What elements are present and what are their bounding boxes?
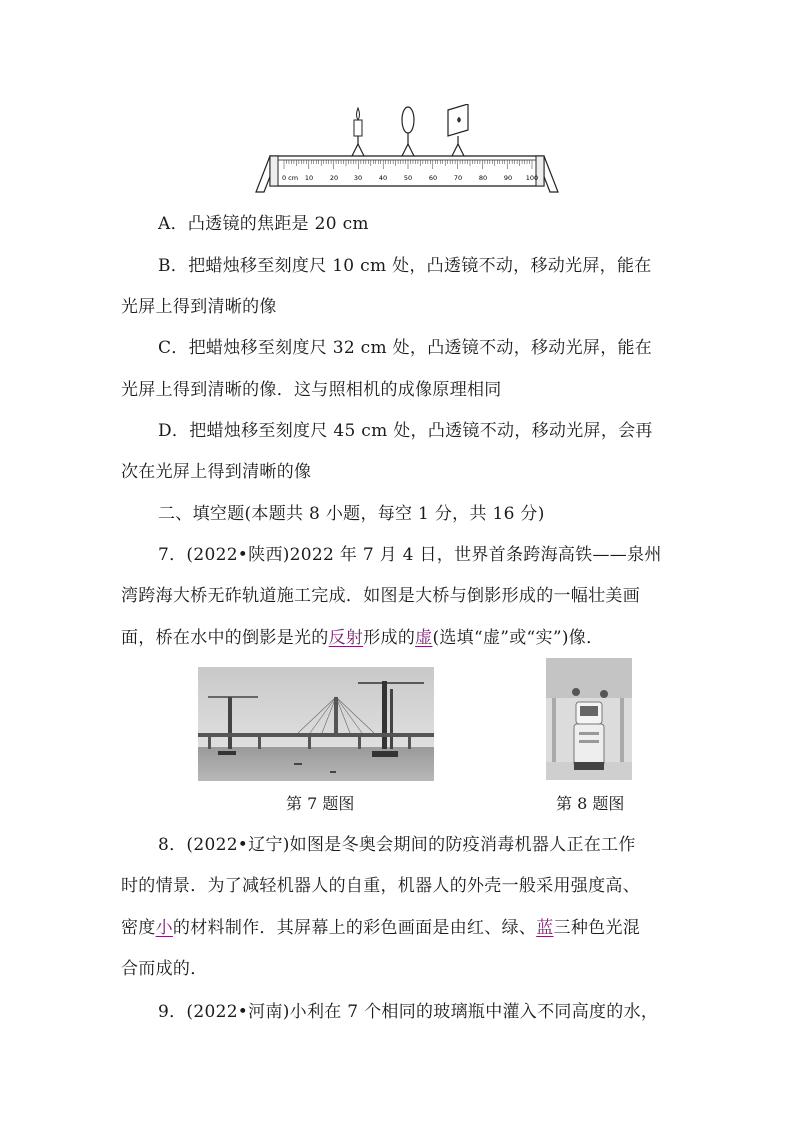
q7-text-a: 面，桥在水中的倒影是光的 [121,628,329,648]
q8-answer-small: 小 [155,918,173,938]
q7-text-c: (选填“虚”或“实”)像． [432,628,604,648]
option-b-line1: B．把蜡烛移至刻度尺 10 cm 处，凸透镜不动，移动光屏，能在 [158,256,652,276]
scale-label: 90 [503,174,513,182]
option-d-line2: 次在光屏上得到清晰的像 [121,462,312,482]
q7-text-b: 形成的 [363,628,416,648]
q8-line2: 时的情景．为了减轻机器人的自重，机器人的外壳一般采用强度高、 [121,876,640,896]
q8-text-b: 的材料制作．其屏幕上的彩色画面是由红、绿、 [172,918,537,938]
figure-8-caption: 第 8 题图 [556,794,625,813]
option-a: A．凸透镜的焦距是 20 cm [158,214,369,234]
measuring-bench [256,156,558,192]
light-screen-icon [448,104,468,156]
option-b-line2: 光屏上得到清晰的像 [121,297,277,317]
option-d-line1: D．把蜡烛移至刻度尺 45 cm 处，凸透镜不动，移动光屏，会再 [158,421,653,441]
bridge-photo [198,667,434,781]
scale-label: 30 [353,174,363,182]
q7-line1: 7．(2022•陕西)2022 年 7 月 4 日，世界首条跨海高铁——泉州 [158,545,662,565]
scale-label: 80 [478,174,488,182]
figure-7-caption: 第 7 题图 [286,794,355,813]
scale-label: 20 [329,174,339,182]
scale-label: 40 [378,174,388,182]
q8-line4: 合而成的． [121,959,208,979]
option-c-line2: 光屏上得到清晰的像．这与照相机的成像原理相同 [121,380,502,400]
optical-bench-figure [252,104,562,196]
q7-line2: 湾跨海大桥无砟轨道施工完成．如图是大桥与倒影形成的一幅壮美画 [121,586,640,606]
scale-label: 0 cm [281,174,299,182]
q7-line3 [121,626,603,650]
scale-label: 10 [304,174,314,182]
candle-icon [352,108,364,156]
scale-label: 50 [403,174,413,182]
convex-lens-icon [402,107,414,156]
robot-photo [546,658,632,780]
scale-label: 100 [525,174,539,182]
section-heading: 二、填空题(本题共 8 小题，每空 1 分，共 16 分) [158,504,545,524]
q8-text-a: 密度 [121,918,156,938]
q8-answer-blue: 蓝 [536,918,554,938]
q8-line1: 8．(2022•辽宁)如图是冬奥会期间的防疫消毒机器人正在工作 [158,835,636,855]
q8-line3 [121,916,640,940]
q8-text-c: 三种色光混 [553,918,641,938]
q7-answer-reflection: 反射 [328,628,364,648]
scale-label: 70 [453,174,463,182]
q9-line1: 9．(2022•河南)小利在 7 个相同的玻璃瓶中灌入不同高度的水， [158,1002,659,1022]
option-c-line1: C．把蜡烛移至刻度尺 32 cm 处，凸透镜不动，移动光屏，能在 [158,338,653,358]
q7-answer-virtual: 虚 [415,628,433,648]
scale-label: 60 [428,174,438,182]
